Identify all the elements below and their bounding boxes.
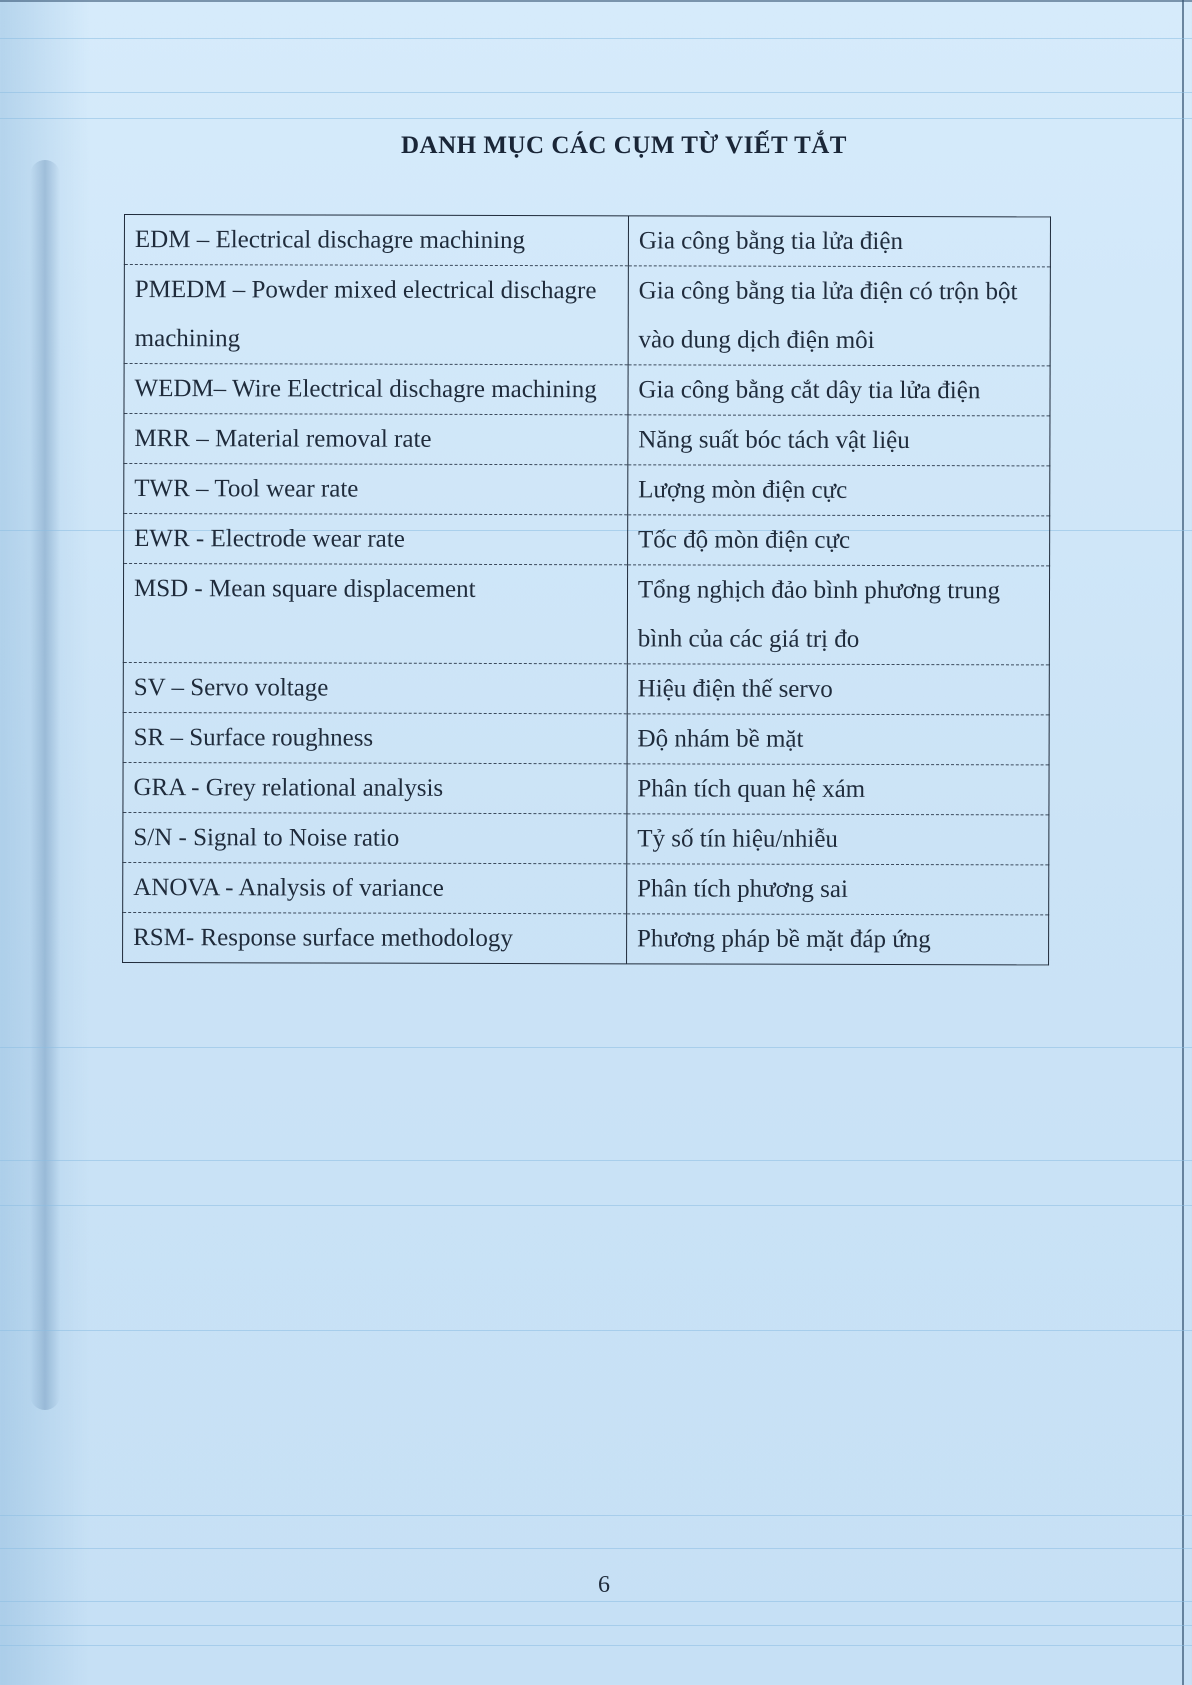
abbreviation-meaning: Tỷ số tín hiệu/nhiễu — [627, 814, 1049, 865]
table-row — [124, 514, 1050, 566]
abbreviation-term: MSD - Mean square displacement — [123, 564, 627, 664]
table-row — [124, 215, 1050, 267]
scan-top-border — [0, 0, 1192, 2]
table-row — [123, 862, 1049, 914]
abbreviation-term: ANOVA - Analysis of variance — [123, 862, 627, 913]
scan-artifact-line — [0, 1047, 1192, 1048]
abbreviation-table-body — [123, 215, 1051, 965]
scan-artifact-line — [0, 1330, 1192, 1331]
abbreviation-term: S/N - Signal to Noise ratio — [123, 812, 627, 863]
table-row — [123, 564, 1049, 665]
abbreviation-meaning: Tổng nghịch đảo bình phương trung bình của các giá trị đo — [627, 565, 1049, 665]
abbreviation-term: EWR - Electrode wear rate — [124, 514, 628, 565]
table-row — [124, 265, 1050, 366]
scan-right-border — [1182, 0, 1184, 1685]
abbreviation-term: TWR – Tool wear rate — [124, 464, 628, 515]
scan-artifact-line — [0, 1625, 1192, 1626]
abbreviation-term: RSM- Response surface methodology — [123, 912, 627, 963]
page-title: DANH MỤC CÁC CỤM TỪ VIẾT TẮT — [401, 132, 847, 159]
abbreviation-meaning: Lượng mòn điện cực — [628, 465, 1050, 516]
abbreviation-term: SR – Surface roughness — [123, 712, 627, 763]
table-row — [124, 464, 1050, 516]
scan-artifact-line — [0, 1645, 1192, 1646]
table-row — [123, 812, 1049, 864]
scan-artifact-line — [0, 1548, 1192, 1549]
page-number: 6 — [598, 1572, 610, 1598]
abbreviation-meaning: Phân tích phương sai — [627, 864, 1049, 915]
scan-artifact-line — [0, 92, 1192, 93]
abbreviation-meaning: Gia công bằng cắt dây tia lửa điện — [628, 365, 1050, 416]
table-row — [124, 364, 1050, 416]
table-row — [123, 762, 1049, 814]
abbreviation-term: EDM – Electrical dischagre machining — [124, 215, 628, 266]
abbreviation-term: PMEDM – Powder mixed electrical dischagre machining — [124, 265, 628, 365]
abbreviation-table — [122, 214, 1051, 965]
scan-artifact-line — [0, 118, 1192, 119]
abbreviation-term: SV – Servo voltage — [123, 662, 627, 713]
abbreviation-meaning: Tốc độ mòn điện cực — [627, 515, 1049, 566]
scan-artifact-line — [0, 1205, 1192, 1206]
scan-edge-shadow — [30, 160, 60, 1410]
abbreviation-term: WEDM– Wire Electrical dischagre machining — [124, 364, 628, 415]
abbreviation-meaning: Gia công bằng tia lửa điện — [628, 216, 1050, 267]
scan-artifact-line — [0, 1601, 1192, 1602]
abbreviation-meaning: Phân tích quan hệ xám — [627, 764, 1049, 815]
abbreviation-term: MRR – Material removal rate — [124, 414, 628, 465]
abbreviation-meaning: Phương pháp bề mặt đáp ứng — [636, 925, 931, 954]
table-row — [124, 414, 1050, 466]
table-row — [123, 912, 1049, 964]
abbreviation-meaning: Năng suất bóc tách vật liệu — [628, 415, 1050, 466]
abbreviation-meaning: Độ nhám bề mặt — [627, 714, 1049, 765]
table-row — [123, 712, 1049, 764]
table-row — [123, 662, 1049, 714]
scan-artifact-line — [0, 38, 1192, 39]
abbreviation-meaning: Gia công bằng tia lửa điện có trộn bột vào dung dịch điện môi — [628, 266, 1050, 366]
scan-artifact-line — [0, 1515, 1192, 1516]
abbreviation-term: GRA - Grey relational analysis — [123, 762, 627, 813]
scan-artifact-line — [0, 1160, 1192, 1161]
abbreviation-meaning: Hiệu điện thế servo — [627, 664, 1049, 715]
